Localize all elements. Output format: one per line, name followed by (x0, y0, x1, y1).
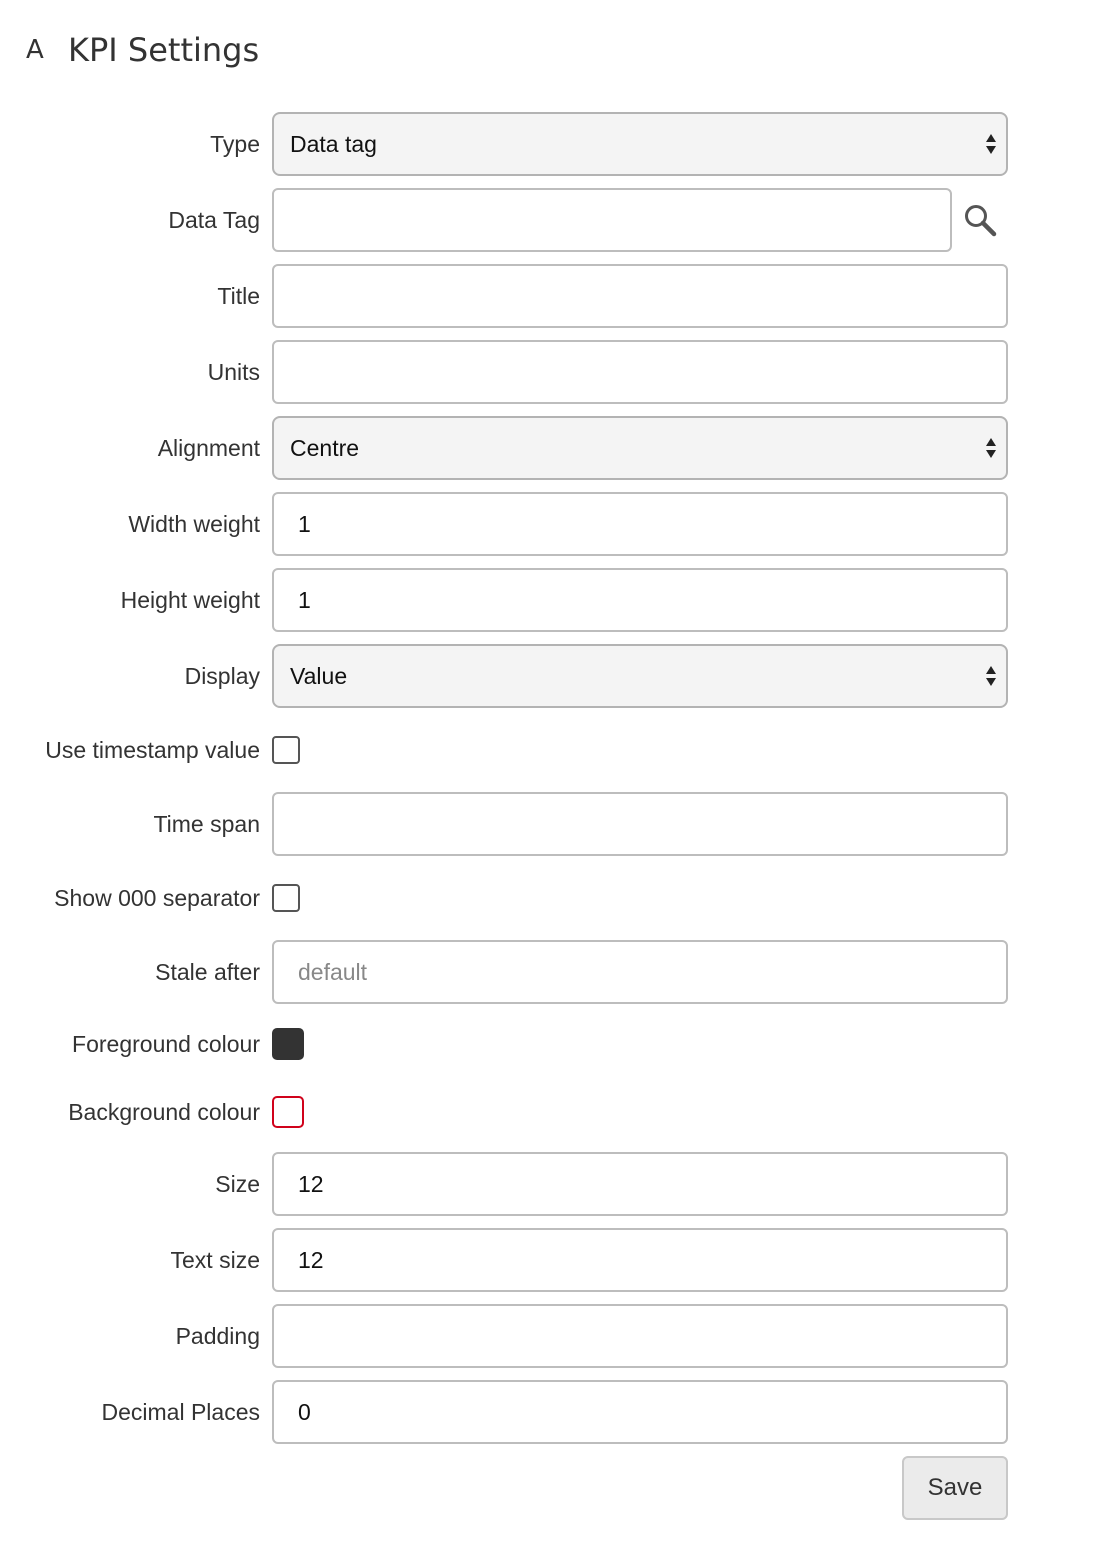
page-title: KPI Settings (68, 31, 260, 69)
stale-after-input[interactable] (272, 940, 1008, 1004)
row-padding (0, 1304, 1096, 1368)
select-arrows-icon (984, 132, 998, 156)
size-input[interactable] (272, 1152, 1008, 1216)
display-select[interactable] (272, 644, 1008, 708)
foreground-colour-label: Foreground colour (72, 1030, 260, 1057)
type-label: Type (210, 130, 260, 157)
row-height-weight (0, 568, 1096, 632)
row-display (0, 644, 1096, 708)
title-label: Title (217, 282, 260, 309)
row-units (0, 340, 1096, 404)
panel-header (26, 28, 259, 72)
row-foreground-colour (0, 1024, 1096, 1064)
text-size-label: Text size (170, 1246, 260, 1273)
row-use-timestamp (0, 730, 1096, 770)
decimal-places-label: Decimal Places (101, 1398, 260, 1425)
units-label: Units (207, 358, 260, 385)
row-width-weight (0, 492, 1096, 556)
background-colour-label: Background colour (68, 1098, 260, 1125)
row-size (0, 1152, 1096, 1216)
save-button[interactable]: Save (902, 1456, 1008, 1520)
size-label: Size (215, 1170, 260, 1197)
stale-after-label: Stale after (155, 958, 260, 985)
height-weight-input[interactable] (272, 568, 1008, 632)
title-input[interactable] (272, 264, 1008, 328)
search-icon (963, 203, 997, 237)
row-show-separator (0, 878, 1096, 918)
show-separator-label: Show 000 separator (54, 884, 260, 911)
row-type (0, 112, 1096, 176)
row-decimal-places (0, 1380, 1096, 1444)
time-span-input[interactable] (272, 792, 1008, 856)
alignment-select[interactable] (272, 416, 1008, 480)
row-time-span (0, 792, 1096, 856)
show-separator-checkbox[interactable] (272, 884, 300, 912)
search-button[interactable] (952, 188, 1008, 252)
width-weight-label: Width weight (128, 510, 260, 537)
background-colour-swatch[interactable] (272, 1096, 304, 1128)
width-weight-input[interactable] (272, 492, 1008, 556)
text-size-input[interactable] (272, 1228, 1008, 1292)
type-select-value: Data tag (290, 130, 377, 157)
row-text-size (0, 1228, 1096, 1292)
use-timestamp-checkbox[interactable] (272, 736, 300, 764)
use-timestamp-label: Use timestamp value (45, 736, 260, 763)
row-background-colour (0, 1092, 1096, 1132)
panel-icon: A (26, 35, 44, 65)
decimal-places-input[interactable] (272, 1380, 1008, 1444)
height-weight-label: Height weight (120, 586, 260, 613)
row-title (0, 264, 1096, 328)
units-input[interactable] (272, 340, 1008, 404)
data-tag-label: Data Tag (168, 206, 260, 233)
alignment-select-value: Centre (290, 434, 360, 461)
time-span-label: Time span (153, 810, 260, 837)
row-data-tag (0, 188, 1096, 252)
select-arrows-icon (984, 436, 998, 460)
row-alignment (0, 416, 1096, 480)
data-tag-input[interactable] (272, 188, 952, 252)
alignment-label: Alignment (157, 434, 260, 461)
display-select-value: Value (290, 662, 348, 689)
display-label: Display (184, 662, 260, 689)
padding-label: Padding (175, 1322, 260, 1349)
type-select[interactable] (272, 112, 1008, 176)
row-stale-after (0, 940, 1096, 1004)
foreground-colour-swatch[interactable] (272, 1028, 304, 1060)
select-arrows-icon (984, 664, 998, 688)
padding-input[interactable] (272, 1304, 1008, 1368)
